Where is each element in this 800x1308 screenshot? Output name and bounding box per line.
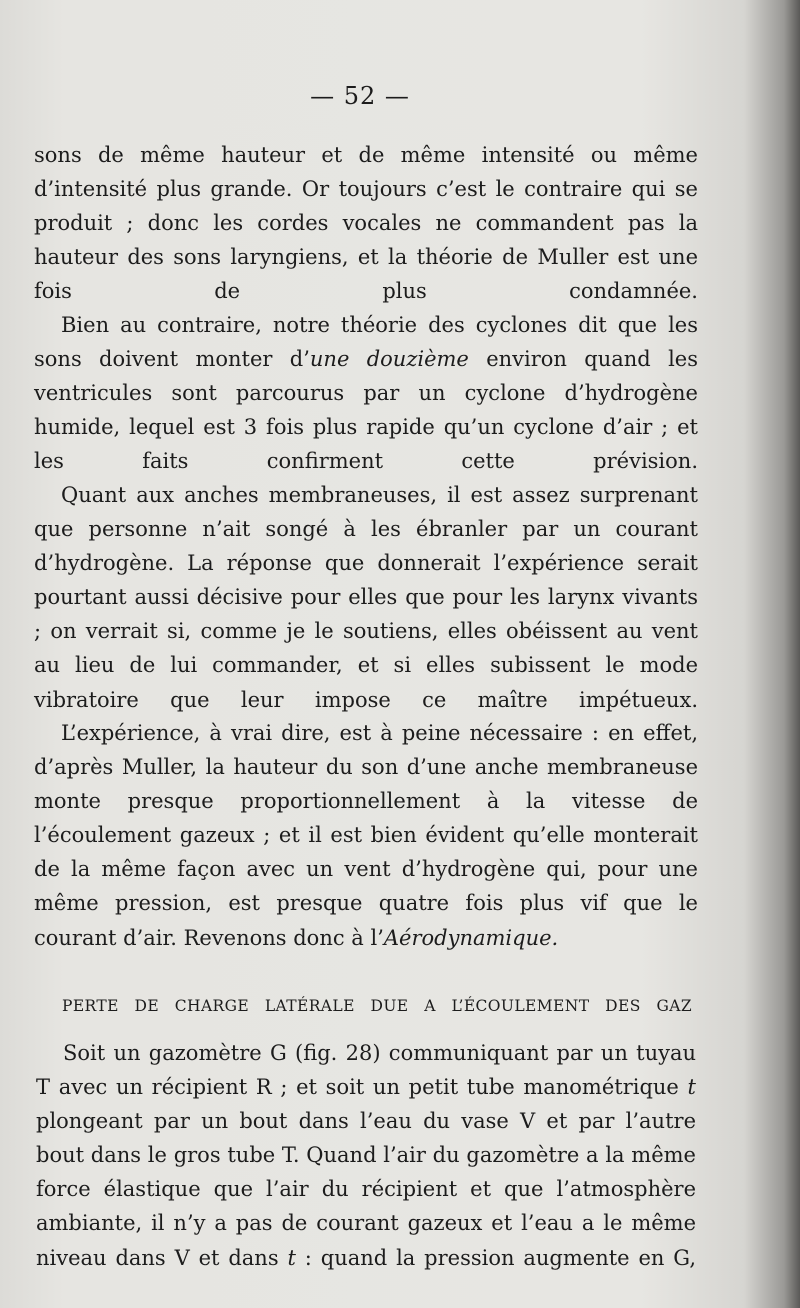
paragraph-text: L’expérience, à vrai dire, est à peine nécessaire : en effet, d’après Muller, la hauteur du son d’une anche membraneuse monte presque proportionnellement à la vitesse de l’écoulement gazeux ; et il est bien évident qu’elle monterait de la même façon avec un vent d’hydrogène qui, pour une même pression, est presque quatre fois plus vif que le courant d’air. Revenons donc à l’	[34, 721, 698, 950]
paragraph-text: environ quand les ventricules sont parcourus par un cyclone d’hydrogène humide, lequel est 3 fois plus rapide qu’un cyclone d’air ; et les faits confirment cette prévision.	[34, 347, 698, 474]
italic-phrase: Aérodynamique.	[383, 925, 559, 950]
paragraph-text: sons de même hauteur et de même intensité ou même d’intensité plus grande. Or toujours c’est le contraire qui se produit ; donc les cordes vocales ne commandent pas la hauteur des sons laryngiens, et la théorie de Muller est une fois de plus condamnée.	[34, 143, 698, 304]
page-number: — 52 —	[310, 82, 410, 110]
paragraph-text: Quant aux anches membraneuses, il est assez surprenant que personne n’ait songé à les ébranler par un courant d’hydrogène. La réponse que donnerait l’expérience serait pourtant aussi décisive pour elles que pour les larynx vivants ; on verrait si, comme je le soutiens, elles obéissent au vent au lieu de lui commander, et si elles subissent le mode vibratoire que leur impose ce maître impétueux.	[34, 483, 698, 712]
paragraph-text: Bien au contraire, notre théorie des cyclones dit que les sons doivent monter d’	[34, 313, 698, 372]
italic-phrase: une douzième	[309, 347, 469, 372]
italic-letter: t	[687, 1075, 696, 1100]
paragraph-continuation	[34, 138, 698, 308]
paragraph-anches	[34, 478, 698, 717]
paragraph-text: Soit un gazomètre G (fig. 28) communiquant par un tuyau T avec un récipient R ; et soit un petit tube manométrique	[36, 1041, 696, 1100]
section-heading: PERTE DE CHARGE LATÉRALE DUE A L’ÉCOULEMENT DES GAZ	[62, 997, 692, 1015]
paragraph-gazometre	[36, 1036, 696, 1275]
paragraph-text: : quand la pression augmente en G,	[295, 1245, 697, 1270]
paragraph-text: plongeant par un bout dans l’eau du vase V et par l’autre bout dans le gros tube T. Quand l’air du gazomètre a la même force élastique que l’air du récipient et que l’atmosphère ambiante, il n’y a pas de courant gazeux et l’eau a le même niveau dans V et dans	[36, 1109, 696, 1270]
italic-letter: t	[287, 1245, 296, 1270]
paragraph-experience	[34, 716, 698, 955]
paragraph-cyclones	[34, 308, 698, 478]
